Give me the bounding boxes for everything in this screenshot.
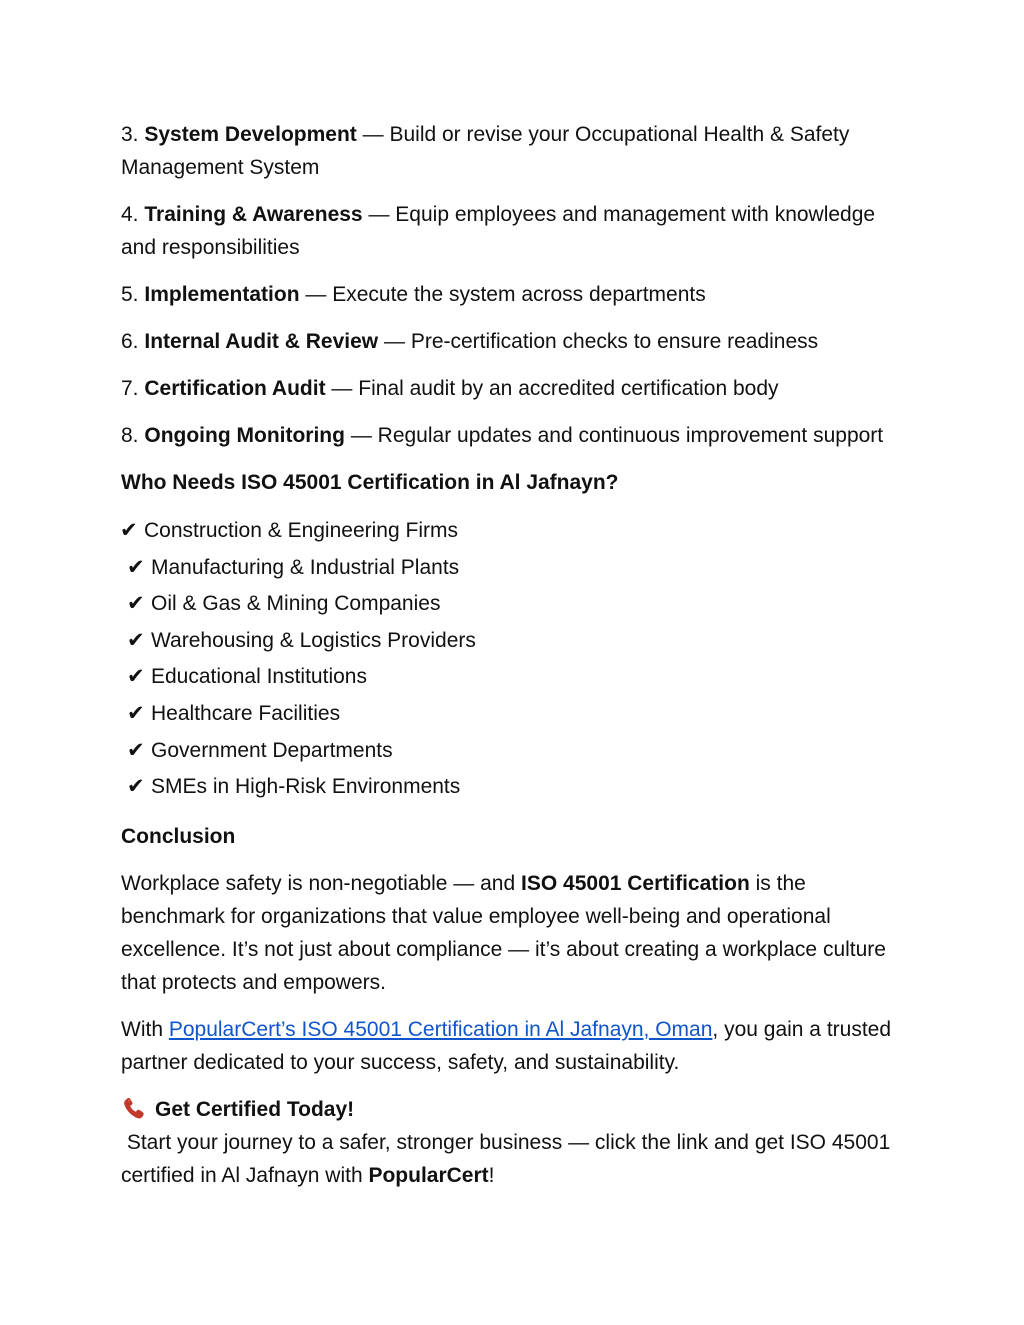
- step-number: 3.: [121, 123, 139, 146]
- checklist-item-label: Healthcare Facilities: [151, 701, 341, 725]
- checklist-item: [127, 623, 911, 660]
- conclusion-text: With: [121, 1017, 169, 1041]
- conclusion-text: is the benchmark for organizations that value employee well-being and operational excellence. It’s not just about compliance — it’s about creating a workplace culture that protects and empowers.: [121, 871, 886, 994]
- step-description: Final audit by an accredited certification body: [358, 377, 779, 400]
- checklist-item-label: SMEs in High-Risk Environments: [151, 775, 461, 799]
- cta-heading-row: [121, 1093, 911, 1126]
- checklist-item: [127, 769, 911, 806]
- checkmark-icon: ✔: [127, 628, 145, 652]
- step-list: [121, 118, 911, 452]
- industry-checklist: [121, 513, 911, 806]
- step-title: Ongoing Monitoring: [144, 424, 345, 447]
- conclusion-text: Workplace safety is non-negotiable — and: [121, 871, 522, 895]
- step-separator: —: [383, 330, 405, 353]
- checkmark-icon: ✔: [127, 592, 145, 616]
- checklist-item-label: Construction & Engineering Firms: [144, 519, 458, 542]
- step-description: Build or revise your Occupational Health & Safety Management System: [121, 123, 850, 179]
- checkmark-icon: ✔: [120, 519, 138, 542]
- checkmark-icon: ✔: [127, 738, 145, 762]
- cta-paragraph: [121, 1126, 911, 1192]
- section-heading-who-needs: Who Needs ISO 45001 Certification in Al Jafnayn?: [121, 471, 619, 494]
- cta-brand: PopularCert: [368, 1163, 489, 1187]
- step-item: [121, 419, 911, 452]
- step-title: Certification Audit: [144, 377, 326, 400]
- step-item: [121, 372, 911, 405]
- step-number: 6.: [121, 330, 139, 353]
- step-item: [121, 118, 911, 184]
- step-separator: —: [368, 203, 390, 226]
- cta-heading: Get Certified Today!: [155, 1097, 355, 1121]
- cta-text: Start your journey to a safer, stronger business — click the link and get ISO 45001 certified in Al Jafnayn with: [121, 1130, 897, 1187]
- checklist-item: [120, 513, 911, 550]
- checkmark-icon: ✔: [127, 665, 145, 689]
- checkmark-icon: ✔: [127, 775, 145, 799]
- conclusion-link-paragraph: [121, 1013, 911, 1079]
- checkmark-icon: ✔: [127, 555, 145, 579]
- conclusion-text: , you gain a trusted partner dedicated to your success, safety, and sustainability.: [121, 1017, 892, 1074]
- step-description: Equip employees and management with knowledge and responsibilities: [121, 203, 876, 259]
- checklist-item-label: Manufacturing & Industrial Plants: [151, 555, 460, 579]
- checklist-item: [127, 550, 911, 587]
- conclusion-emphasis: ISO 45001 Certification: [521, 871, 750, 895]
- cta-text: !: [488, 1163, 495, 1187]
- document-page: [121, 118, 911, 1206]
- step-separator: —: [350, 424, 372, 447]
- checklist-item-label: Oil & Gas & Mining Companies: [151, 592, 441, 616]
- checklist-item: [127, 696, 911, 733]
- phone-icon: [121, 1096, 147, 1120]
- checklist-item: [127, 733, 911, 770]
- conclusion-paragraph: [121, 867, 911, 999]
- step-title: System Development: [144, 123, 357, 146]
- step-title: Implementation: [144, 283, 300, 306]
- step-separator: —: [305, 283, 327, 306]
- checkmark-icon: ✔: [127, 701, 145, 725]
- step-number: 4.: [121, 203, 139, 226]
- step-number: 5.: [121, 283, 139, 306]
- checklist-item-label: Educational Institutions: [151, 665, 367, 689]
- step-item: [121, 325, 911, 358]
- step-separator: —: [362, 123, 384, 146]
- step-separator: —: [331, 377, 353, 400]
- step-title: Training & Awareness: [144, 203, 363, 226]
- checklist-item-label: Government Departments: [151, 738, 393, 762]
- section-heading-conclusion: Conclusion: [121, 824, 236, 848]
- checklist-item: [127, 659, 911, 696]
- step-item: [121, 278, 911, 311]
- checklist-item: [127, 586, 911, 623]
- step-description: Pre-certification checks to ensure readiness: [410, 330, 819, 353]
- checklist-item-label: Warehousing & Logistics Providers: [151, 628, 476, 652]
- step-description: Regular updates and continuous improvement support: [377, 424, 884, 447]
- step-number: 7.: [121, 377, 139, 400]
- step-title: Internal Audit & Review: [144, 330, 379, 353]
- step-description: Execute the system across departments: [332, 283, 706, 306]
- popularcert-link[interactable]: PopularCert’s ISO 45001 Certification in Al Jafnayn, Oman: [168, 1017, 713, 1041]
- step-item: [121, 198, 911, 264]
- step-number: 8.: [121, 424, 139, 447]
